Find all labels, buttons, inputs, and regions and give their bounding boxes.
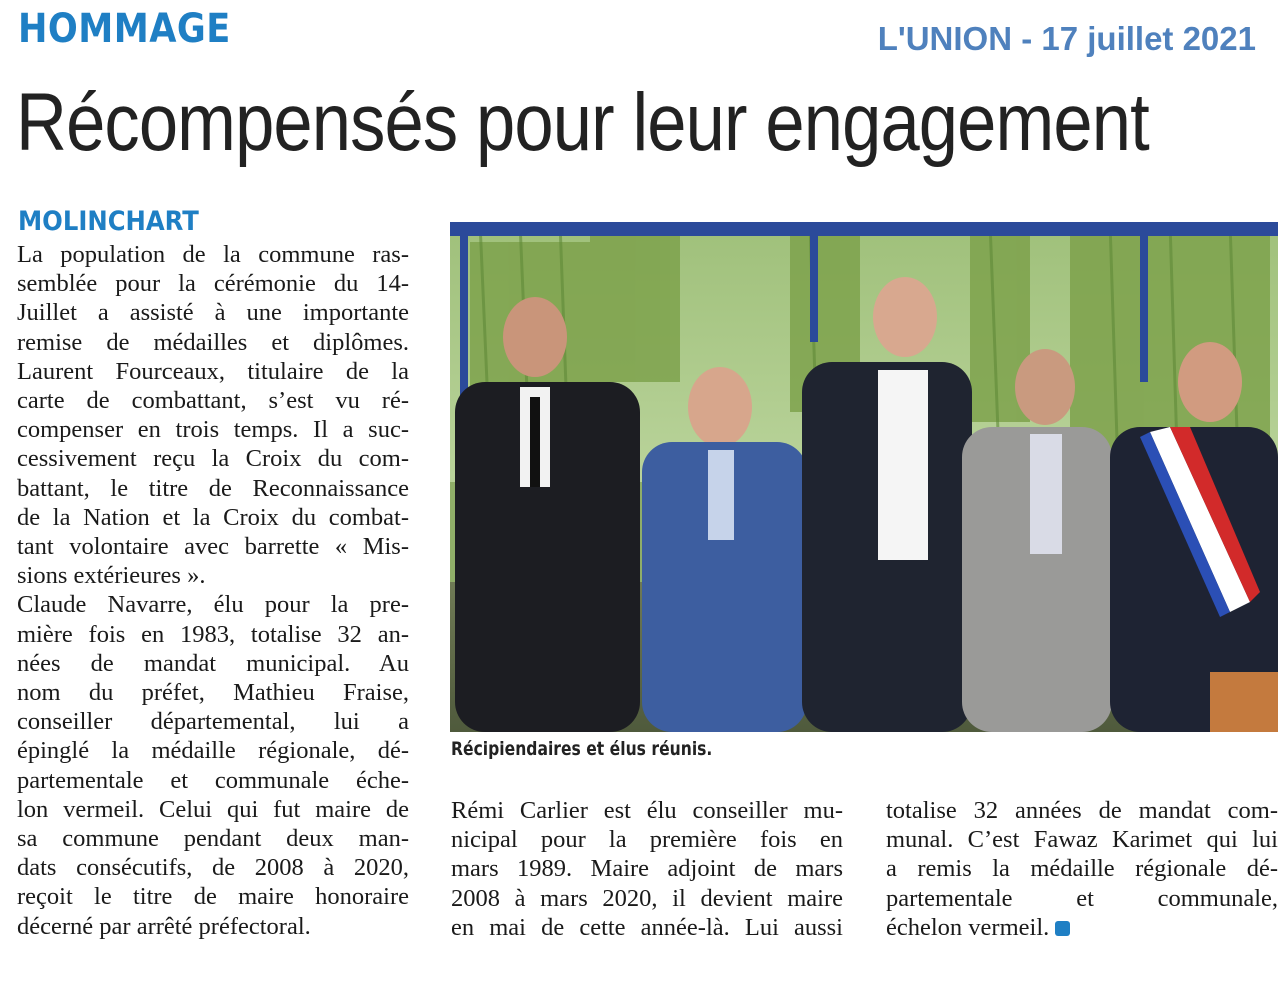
text-line: La population de la commune ras- bbox=[17, 241, 409, 268]
source-date: L'UNION - 17 juillet 2021 bbox=[877, 20, 1256, 57]
text-line: totalise 32 années de mandat com- bbox=[886, 797, 1278, 824]
photo-caption: Récipiendaires et élus réunis. bbox=[451, 738, 713, 760]
text-line: en mai de cette année-là. Lui aussi bbox=[451, 913, 843, 941]
text-line: remise de médailles et diplômes. bbox=[17, 328, 409, 356]
text-line: reçoit le titre de maire honoraire bbox=[17, 883, 409, 911]
text-line: semblée pour la cérémonie du 14- bbox=[17, 270, 409, 298]
dateline-place: MOLINCHART bbox=[18, 206, 199, 237]
section-kicker: HOMMAGE bbox=[18, 6, 231, 52]
text-line: tant volontaire avec barrette « Mis- bbox=[17, 533, 409, 561]
text-line: compenser en trois temps. Il a suc- bbox=[17, 416, 409, 444]
text-line: carte de combattant, s’est vu ré- bbox=[17, 387, 409, 415]
text-line: sions extérieures ». bbox=[17, 562, 206, 590]
text-line: dats consécutifs, de 2008 à 2020, bbox=[17, 854, 409, 882]
article-column-3 bbox=[886, 796, 1278, 942]
end-of-article-mark bbox=[1055, 921, 1070, 936]
article-headline: Récompensés pour leur engagement bbox=[16, 77, 1149, 168]
text-line: munal. C’est Fawaz Karimet qui lui bbox=[886, 826, 1278, 854]
text-line: cessivement reçu la Croix du com- bbox=[17, 445, 409, 473]
text-line: nom du préfet, Mathieu Fraise, bbox=[17, 679, 409, 707]
text-line: mars 1989. Maire adjoint de mars bbox=[451, 855, 843, 883]
text-line: de la Nation et la Croix du combat- bbox=[17, 503, 409, 531]
text-line: Rémi Carlier est élu conseiller mu- bbox=[451, 797, 843, 824]
text-line: sa commune pendant deux man- bbox=[17, 825, 409, 853]
article-column-2 bbox=[451, 796, 843, 942]
text-line: Laurent Fourceaux, titulaire de la bbox=[17, 357, 409, 385]
text-line: partementale et communale, bbox=[886, 884, 1278, 912]
text-line: épinglé la médaille régionale, dé- bbox=[17, 737, 409, 765]
text-line: nicipal pour la première fois en bbox=[451, 826, 843, 854]
text-line: battant, le titre de Reconnaissance bbox=[17, 474, 409, 502]
text-line: a remis la médaille régionale dé- bbox=[886, 855, 1278, 883]
text-line: Claude Navarre, élu pour la pre- bbox=[17, 591, 409, 619]
article-photo bbox=[450, 222, 1278, 732]
text-line: 2008 à mars 2020, il devient maire bbox=[451, 884, 843, 912]
article-column-1 bbox=[17, 240, 409, 941]
text-line: partementale et communale éche- bbox=[17, 766, 409, 794]
text-line: échelon vermeil. bbox=[886, 913, 1278, 942]
text-line: Juillet a assisté à une importante bbox=[17, 299, 409, 327]
text-line: lon vermeil. Celui qui fut maire de bbox=[17, 795, 409, 823]
text-line: conseiller départemental, lui a bbox=[17, 708, 409, 736]
text-line: décerné par arrêté préfectoral. bbox=[17, 912, 311, 940]
text-line: mière fois en 1983, totalise 32 an- bbox=[17, 620, 409, 648]
text-line: nées de mandat municipal. Au bbox=[17, 649, 409, 677]
